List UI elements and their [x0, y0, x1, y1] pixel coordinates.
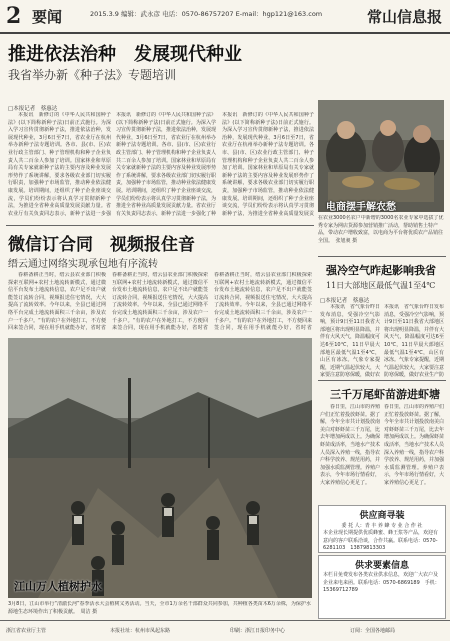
article2-body-col1: 春耕备耕正当时，缙云县农业部门积极探索互联网+农村土地流转新模式，通过微信平台发布土地流转信息，农户足不出户就能签订流转合同，视频报送住宅情况，大大提高了流转效率。今年以来，全县已通过网络平台完成土地流转面积三千余亩，涉及农户一千多户。“有的农户在外地打工，不方便回来签合同，现在用手机就能办好，省时省 [8, 272, 106, 332]
article1-body-col2: 本报讯 新修订的《中华人民共和国种子法》(以下简称新种子法)日前正式施行。为深入学习宣传贯彻新种子法，推进依法治种，发展现代种业，3月6日至7日，省农业厅在杭州举办新种子法专题培训。各市、县(市、区)农业行政主管部门、种子管理机构和种子企业负责人共二百余人参加了培训。国家林业和草原局有关专家就新种子法的主要内容及种业发展形势作了系统讲解，要求各级农业部门切实履行职责，加强种子市场监管，推动种业依法健康发展。培训期间，还组织了种子企业座谈交流，学员们纷纷表示将认真学习贯彻新种子法，为推进全省种业高质量发展贡献力量。省农业厅有关负责同志表示，新种子法进一步强化了种 [116, 112, 216, 216]
section-name: 要闻 [32, 8, 63, 26]
article4-body-col1: 春日里，江山市的养殖户们正忙着投放虾苗。据了解，今年全市共计划投放南美白对虾虾苗三千万尾，比去年增加两成以上。为确保虾苗成活率，当地水产技术人员深入养殖一线，指导农户科学放养、规范用药，并加强水质监测管理。养殖户表示，今年市场行情看好，大家养殖信心更足了。 [320, 404, 380, 486]
supply-notice-box [318, 505, 446, 553]
article1-subheadline: 我省举办新《种子法》专题培训 [8, 68, 177, 82]
supply-notice-title: 供应商寻装 [359, 511, 405, 521]
classifieds-box [318, 555, 446, 619]
article3-body-col1: 本报讯 省气象台昨日发布消息，受强冷空气影响，预计9日至11日我省大部地区将出现明显降温，并伴有大风天气，降温幅度可达6至10℃，11日早晨大部地区最低气温1至4℃，山区有冰冻。气象专家提醒，近期气温起伏较大，大家要注意防寒保暖，做好农 [320, 304, 380, 378]
photo1-caption: 在农业3000名农户中新增的3000名农业专家中选拔了优秀专家为网店货源参加营销推广活动，帮助销售土特产品，带动农户增收致富，以电商为平台将优质农产品销往全国。 张旭昶 摄 [318, 215, 444, 244]
article3-byline: □本报记者 蔡惠达 [320, 298, 370, 304]
photo2-caption: 3月8日，江山市举行“清澈长河”春季活水大会植树义务活动。当天，全市1万余名干部群众共同参加，共种植各类苗木6万余株，为保护水源地生态环境作出了积极贡献。 周洁 摄 [8, 601, 311, 615]
page-footer [0, 620, 450, 641]
newspaper-brand: 常山信息报 [366, 8, 442, 26]
article1-byline: □本报记者 蔡惠达 [8, 106, 58, 112]
photo1-overlay-caption: 电商摆手解农愁 [326, 202, 396, 213]
article4-headline: 三千万尾虾苗游进虾塘 [330, 388, 440, 401]
photo-tree-planting [8, 338, 312, 598]
article1-body-col3: 本报讯 新修订的《中华人民共和国种子法》(以下简称新种子法)日前正式施行。为深入学习宣传贯彻新种子法，推进依法治种，发展现代种业，3月6日至7日，省农业厅在杭州举办新种子法专题培训。各市、县(市、区)农业行政主管部门、种子管理机构和种子企业负责人共二百余人参加了培训。国家林业和草原局有关专家就新种子法的主要内容及种业发展形势作了系统讲解，要求各级农业部门切实履行职责，加强种子市场监管，推动种业依法健康发展。培训期间，还组织了种子企业座谈交流，学员们纷纷表示将认真学习贯彻新种子法，为推进全省种业高质量发展贡 [222, 112, 314, 216]
supply-notice-subtitle: 委 托 人：青 丰 养 蜂 专 业 合 作 社 [341, 523, 423, 529]
classifieds-title: 供求要素信息 [354, 561, 409, 571]
article2-headline: 微信订合同 视频报住音 [8, 235, 195, 255]
article1-body-col1: 本报讯 新修订的《中华人民共和国种子法》(以下简称新种子法)日前正式施行。为深入学习宣传贯彻新种子法，推进依法治种，发展现代种业，3月6日至7日，省农业厅在杭州举办新种子法专题培训。各市、县(市、区)农业行政主管部门、种子管理机构和种子企业负责人共二百余人参加了培训。国家林业和草原局有关专家就新种子法的主要内容及种业发展形势作了系统讲解，要求各级农业部门切实履行职责，加强种子市场监管，推动种业依法健康发展。培训期间，还组织了种子企业座谈交流，学员们纷纷表示将认真学习贯彻新种子法，为推进全省种业高质量发展贡献力量。省农业厅有关负责同志表示，新种子法进一步强 [8, 112, 111, 216]
supply-notice-body: 本企业现长期提供优质蜂蜜、蜂王浆等产品，欢迎有意向的客户联系洽谈，合作共赢。联系电话：0570-6281103 13879813303 [323, 530, 439, 551]
article3-body-col2: 本报讯 省气象台昨日发布消息，受强冷空气影响，预计9日至11日我省大部地区将出现明显降温，并伴有大风天气，降温幅度可达6至10℃，11日早晨大部地区最低气温1至4℃，山区有冰冻。气象专家提醒，近期气温起伏较大，大家要注意防寒保暖，做好农业生产防 [384, 304, 444, 378]
article4-body-col2: 春日里，江山市的养殖户们正忙着投放虾苗。据了解，今年全市共计划投放南美白对虾虾苗三千万尾，比去年增加两成以上。为确保虾苗成活率，当地水产技术人员深入养殖一线，指导农户科学放养、规范用药，并加强水质监测管理。养殖户表示，今年市场行情看好，大家养殖信心更足了。 [384, 404, 444, 486]
divider [318, 380, 446, 381]
divider [318, 256, 446, 257]
footer-col1: 浙江省农业厅主管 [6, 628, 47, 634]
article2-body-col2: 春耕备耕正当时，缙云县农业部门积极探索互联网+农村土地流转新模式，通过微信平台发布土地流转信息，农户足不出户就能签订流转合同，视频报送住宅情况，大大提高了流转效率。今年以来，全县已通过网络平台完成土地流转面积三千余亩，涉及农户一千多户。“有的农户在外地打工，不方便回来签合同，现在用手机就能办好，省时省 [112, 272, 208, 332]
divider [6, 225, 314, 226]
classifieds-body: 本栏目免费发布各类农业供求信息，欢迎广大农户及企业来电来函。联系电话：0570-6869189 手机：15369712789 [323, 572, 440, 593]
page-number: 2 [6, 3, 22, 29]
page-header [0, 0, 450, 34]
header-meta: 2015.3.9 编辑：武永彦 电话：0570-86757207 E-mail：hgp121@163.com [90, 10, 323, 18]
footer-col3: 印刷：浙江日报印务中心 [230, 628, 286, 634]
photo2-overlay-caption: 江山万人植树护水 [14, 580, 102, 593]
article2-body-col3: 春耕备耕正当时，缙云县农业部门积极探索互联网+农村土地流转新模式，通过微信平台发布土地流转信息，农户足不出户就能签订流转合同，视频报送住宅情况，大大提高了流转效率。今年以来，全县已通过网络平台完成土地流转面积三千余亩，涉及农户一千多户。“有的农户在外地打工，不方便回来签合同，现在用手机就能办好，省时省 [214, 272, 312, 332]
footer-col4: 订阅：全国各地邮局 [350, 628, 396, 634]
footer-col2: 本报社址：杭州市凤起东路 [110, 628, 171, 634]
article2-subheadline: 缙云通过网络实现承包地有序流转 [8, 259, 158, 270]
photo-ecommerce [318, 100, 444, 212]
article3-headline: 强冷空气昨起影响我省 [326, 264, 436, 277]
article1-headline: 推进依法治种 发展现代种业 [8, 44, 242, 65]
article3-subheadline: 11日大部地区最低气温1至4℃ [326, 281, 436, 290]
